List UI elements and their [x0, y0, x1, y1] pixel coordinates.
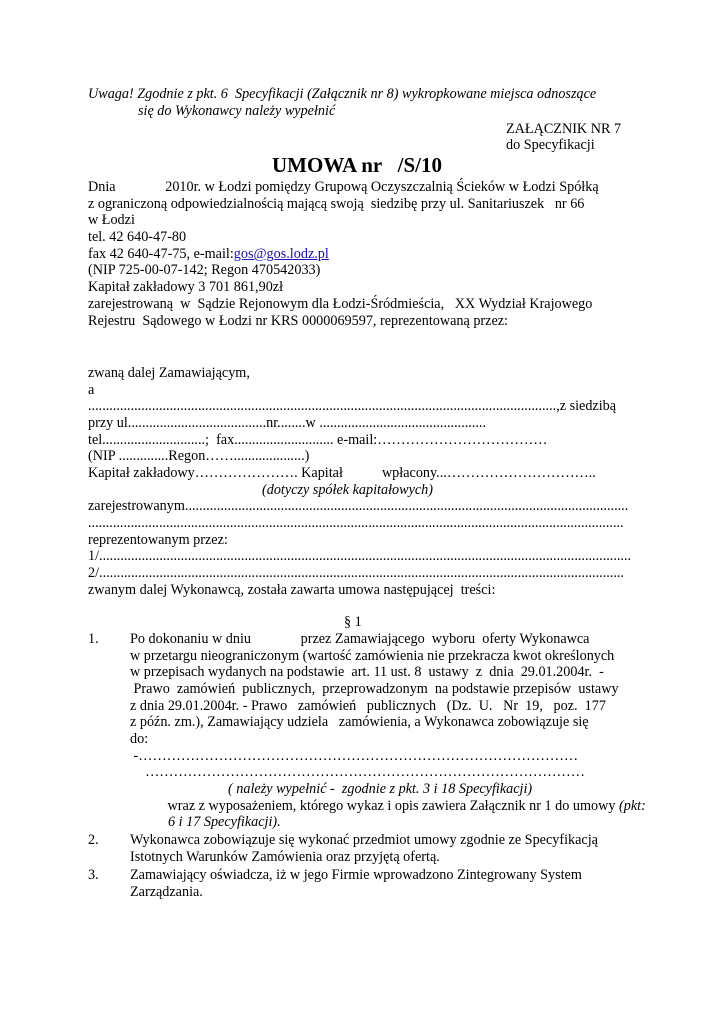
header-krs: Rejestru Sądowego w Łodzi nr KRS 0000069597, reprezentowaną przez: — [88, 313, 508, 329]
item-1-line-11 — [164, 798, 646, 815]
item-1-line-6: z późn. zm.), Zamawiający udziela zamówienia, a Wykonawca zobowiązuje się — [130, 714, 589, 730]
represented-label: reprezentowanym przez: — [88, 532, 228, 548]
item-1-line-4: Prawo zamówień publicznych, przeprowadzonym na podstawie przepisów ustawy — [130, 681, 619, 697]
section-heading: § 1 — [344, 614, 362, 630]
fill-representative-2: 2/.................................................................................................................................................... — [88, 565, 624, 581]
fax-label: fax 42 640-47-75, e-mail: — [88, 246, 234, 262]
item-3-number: 3. — [88, 867, 99, 883]
fill-subject-line-2: ………………………………………………………………………………… — [138, 764, 585, 780]
fill-contractor-contact: tel.............................; fax............................ e-mail:……………………………… — [88, 432, 548, 448]
fill-representative-1: 1/...................................................................................................................................................... — [88, 548, 632, 564]
item-2-line-2: Istotnych Warunków Zamówienia oraz przyjętą ofertą. — [130, 849, 440, 865]
equipment-note: (pkt: — [619, 798, 646, 814]
header-capital: Kapitał zakładowy 3 701 861,90zł — [88, 279, 284, 295]
header-line-1: Dnia 2010r. w Łodzi pomiędzy Grupową Oczyszczalnią Ścieków w Łodzi Spółką — [88, 179, 599, 195]
party-and: a — [88, 382, 95, 398]
fill-contractor-nip: (NIP ..............Regon……....................) — [88, 448, 310, 464]
item-1-line-3: w przepisach wydanych na podstawie art. 11 ust. 8 ustawy z dnia 29.01.2004r. - — [130, 664, 604, 680]
fill-contractor-capital: Kapitał zakładowy…………………. Kapitał wpłacony...………………………….. — [88, 465, 600, 481]
header-line-3: w Łodzi — [88, 212, 135, 228]
attachment-label: ZAŁĄCZNIK NR 7 — [506, 121, 622, 137]
item-1-line-5: z dnia 29.01.2004r. - Prawo zamówień publicznych (Dz. U. Nr 19, poz. 177 — [130, 698, 606, 714]
email-link[interactable]: gos@gos.lodz.pl — [233, 246, 329, 262]
capital-note: (dotyczy spółek kapitałowych) — [262, 482, 433, 498]
subject-note: ( należy wypełnić - zgodnie z pkt. 3 i 18 Specyfikacji) — [228, 781, 533, 797]
item-3-line-1: Zamawiający oświadcza, iż w jego Firmie wprowadzono Zintegrowany System — [130, 867, 582, 883]
fill-blank-line: ....................................................................................................................................................... — [88, 515, 624, 531]
equipment-text: wraz z wyposażeniem, którego wykaz i opis zawiera Załącznik nr 1 do umowy — [164, 798, 620, 814]
fill-contractor-name: ....................................................................................................................................,z siedzibą — [88, 398, 617, 414]
item-1-line-2: w przetargu nieograniczonym (wartość zamówienia nie przekracza kwot określonych — [130, 648, 615, 664]
header-nip: (NIP 725-00-07-142; Regon 470542033) — [88, 262, 321, 278]
notice-line-1: Uwaga! Zgodnie z pkt. 6 Specyfikacji (Załącznik nr 8) wykropkowane miejsca odnoszące — [88, 86, 597, 102]
item-1-number: 1. — [88, 631, 99, 647]
header-fax-email — [88, 246, 329, 263]
notice-line-2: się do Wykonawcy należy wypełnić — [138, 103, 336, 119]
party-zamawiajacy: zwaną dalej Zamawiającym, — [88, 365, 250, 381]
item-1-line-1: Po dokonaniu w dniu przez Zamawiającego wyboru oferty Wykonawca — [130, 631, 590, 647]
header-registration: zarejestrowaną w Sądzie Rejonowym dla Łodzi-Śródmieścia, XX Wydział Krajowego — [88, 296, 593, 312]
item-2-number: 2. — [88, 832, 99, 848]
document-title: UMOWA nr /S/10 — [272, 153, 442, 177]
item-2-line-1: Wykonawca zobowiązuje się wykonać przedmiot umowy zgodnie ze Specyfikacją — [130, 832, 598, 848]
item-1-line-12: 6 i 17 Specyfikacji). — [168, 814, 281, 830]
party-wykonawca: zwanym dalej Wykonawcą, została zawarta umowa następującej treści: — [88, 582, 496, 598]
fill-contractor-address: przy ul.......................................nr........w ............................................... — [88, 415, 487, 431]
fill-subject-line-1: -………………………………………………………………………………… — [130, 748, 579, 764]
attachment-sub: do Specyfikacji — [506, 137, 595, 153]
item-1-line-7: do: — [130, 731, 149, 747]
fill-contractor-registered: zarejestrowanym............................................................................................................................. — [88, 498, 629, 514]
item-3-line-2: Zarządzania. — [130, 884, 203, 900]
header-line-2: z ograniczoną odpowiedzialnością mającą swoją siedzibę przy ul. Sanitariuszek nr 66 — [88, 196, 585, 212]
header-phone: tel. 42 640-47-80 — [88, 229, 187, 245]
